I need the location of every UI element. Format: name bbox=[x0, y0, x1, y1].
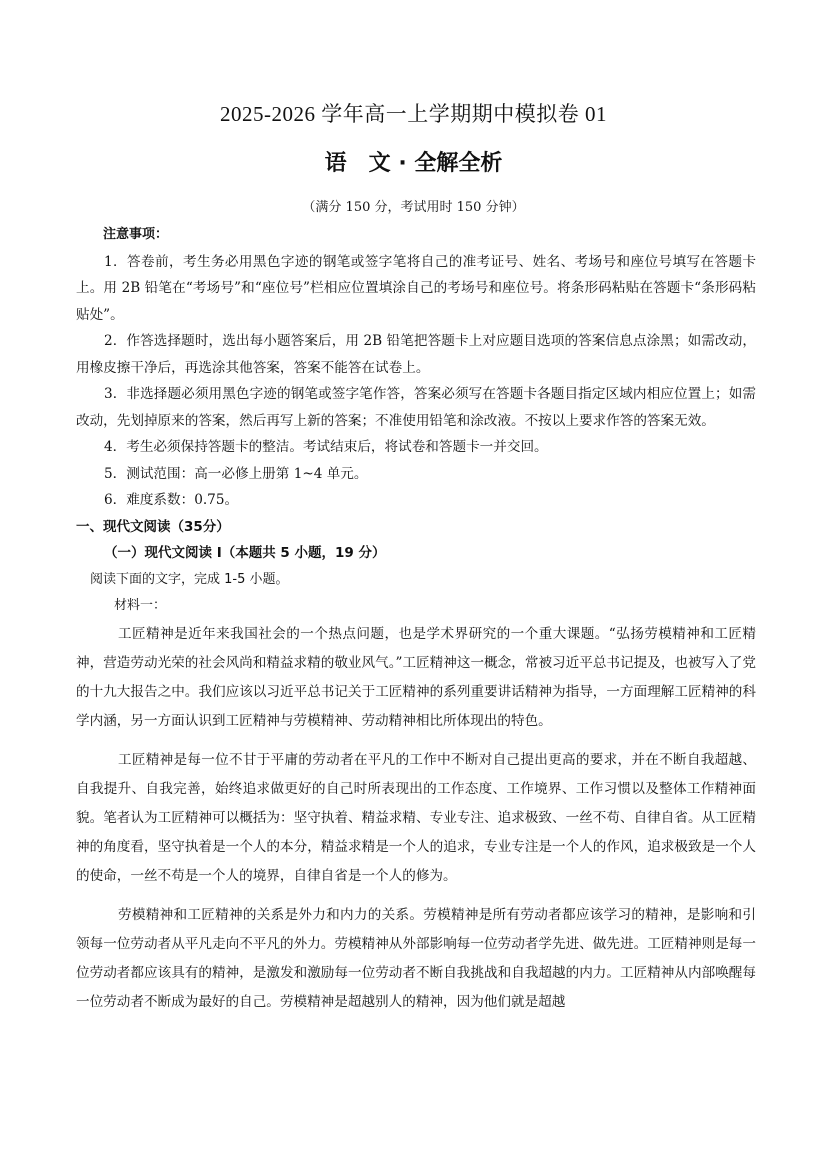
subsection-heading: （一）现代文阅读 I（本题共 5 小题，19 分） bbox=[104, 545, 386, 561]
material-label: 材料一： bbox=[114, 598, 167, 613]
document-body bbox=[76, 222, 756, 1027]
subject-rest: 文 · 全解全析 bbox=[368, 151, 503, 176]
section-heading: 一、现代文阅读（35分） bbox=[76, 518, 230, 535]
notice-item: 3．非选择题必须用黑色字迹的钢笔或签字笔作答，答案必须写在答题卡各题目指定区域内相应位置上；如需改动，先划掉原来的答案，然后再写上新的答案；不准使用铅笔和涂改液。不按以上要求作答的答案无效。 bbox=[76, 386, 756, 429]
material-paragraph: 劳模精神和工匠精神的关系是外力和内力的关系。劳模精神是所有劳动者都应该学习的精神，是影响和引领每一位劳动者从平凡走向不平凡的外力。劳模精神从外部影响每一位劳动者学先进、做先进。工匠精神则是每一位劳动者都应该具有的精神，是激发和激励每一位劳动者不断自我挑战和自我超越的内力。工匠精神从内部唤醒每一位劳动者不断成为最好的自己。劳模精神是超越别人的精神，因为他们就是超越 bbox=[76, 906, 756, 1010]
material-paragraph: 工匠精神是近年来我国社会的一个热点问题，也是学术界研究的一个重大课题。“弘扬劳模精神和工匠精神，营造劳动光荣的社会风尚和精益求精的敬业风气。”工匠精神这一概念，常被习近平总书记提及，也被写入了党的十九大报告之中。我们应该以习近平总书记关于工匠精神的系列重要讲话精神为指导，一方面理解工匠精神的科学内涵，另一方面认识到工匠精神与劳模精神、劳动精神相比所体现出的特色。 bbox=[76, 625, 756, 729]
notice-item: 5．测试范围：高一必修上册第 1~4 单元。 bbox=[104, 465, 368, 482]
subject-char: 语 bbox=[324, 151, 347, 176]
score-note: （满分 150 分，考试用时 150 分钟） bbox=[302, 200, 525, 215]
page-title: 2025-2026 学年高一上学期期中模拟卷 01 bbox=[220, 102, 607, 126]
material-paragraph: 工匠精神是每一位不甘于平庸的劳动者在平凡的工作中不断对自己提出更高的要求，并在不断自我超越、自我提升、自我完善，始终追求做更好的自己时所表现出的工作态度、工作境界、工作习惯以及整体工作精神面貌。笔者认为工匠精神可以概括为：坚守执着、精益求精、专业专注、追求极致、一丝不苟、自律自省。从工匠精神的角度看，坚守执着是一个人的本分，精益求精是一个人的追求，专业专注是一个人的作风，追求极致是一个人的使命，一丝不苟是一个人的境界，自律自省是一个人的修为。 bbox=[76, 751, 756, 884]
notice-item: 6．难度系数：0.75。 bbox=[104, 492, 239, 508]
notice-item: 4．考生必须保持答题卡的整洁。考试结束后，将试卷和答题卡一并交回。 bbox=[104, 439, 548, 455]
subject-title bbox=[0, 146, 827, 177]
notice-item: 1．答卷前，考生务必用黑色字迹的钢笔或签字笔将自己的准考证号、姓名、考场号和座位号填写在答题卡上。用 2B 铅笔在“考场号”和“座位号”栏相应位置填涂自己的考场号和座位号。将条形码粘贴在答题卡“条形码粘贴处”。 bbox=[76, 253, 756, 323]
reading-instruction: 阅读下面的文字，完成 1-5 小题。 bbox=[90, 571, 289, 587]
notice-item: 2．作答选择题时，选出每小题答案后，用 2B 铅笔把答题卡上对应题目选项的答案信息点涂黑；如需改动，用橡皮擦干净后，再选涂其他答案，答案不能答在试卷上。 bbox=[76, 333, 756, 376]
notice-heading: 注意事项： bbox=[103, 227, 169, 242]
